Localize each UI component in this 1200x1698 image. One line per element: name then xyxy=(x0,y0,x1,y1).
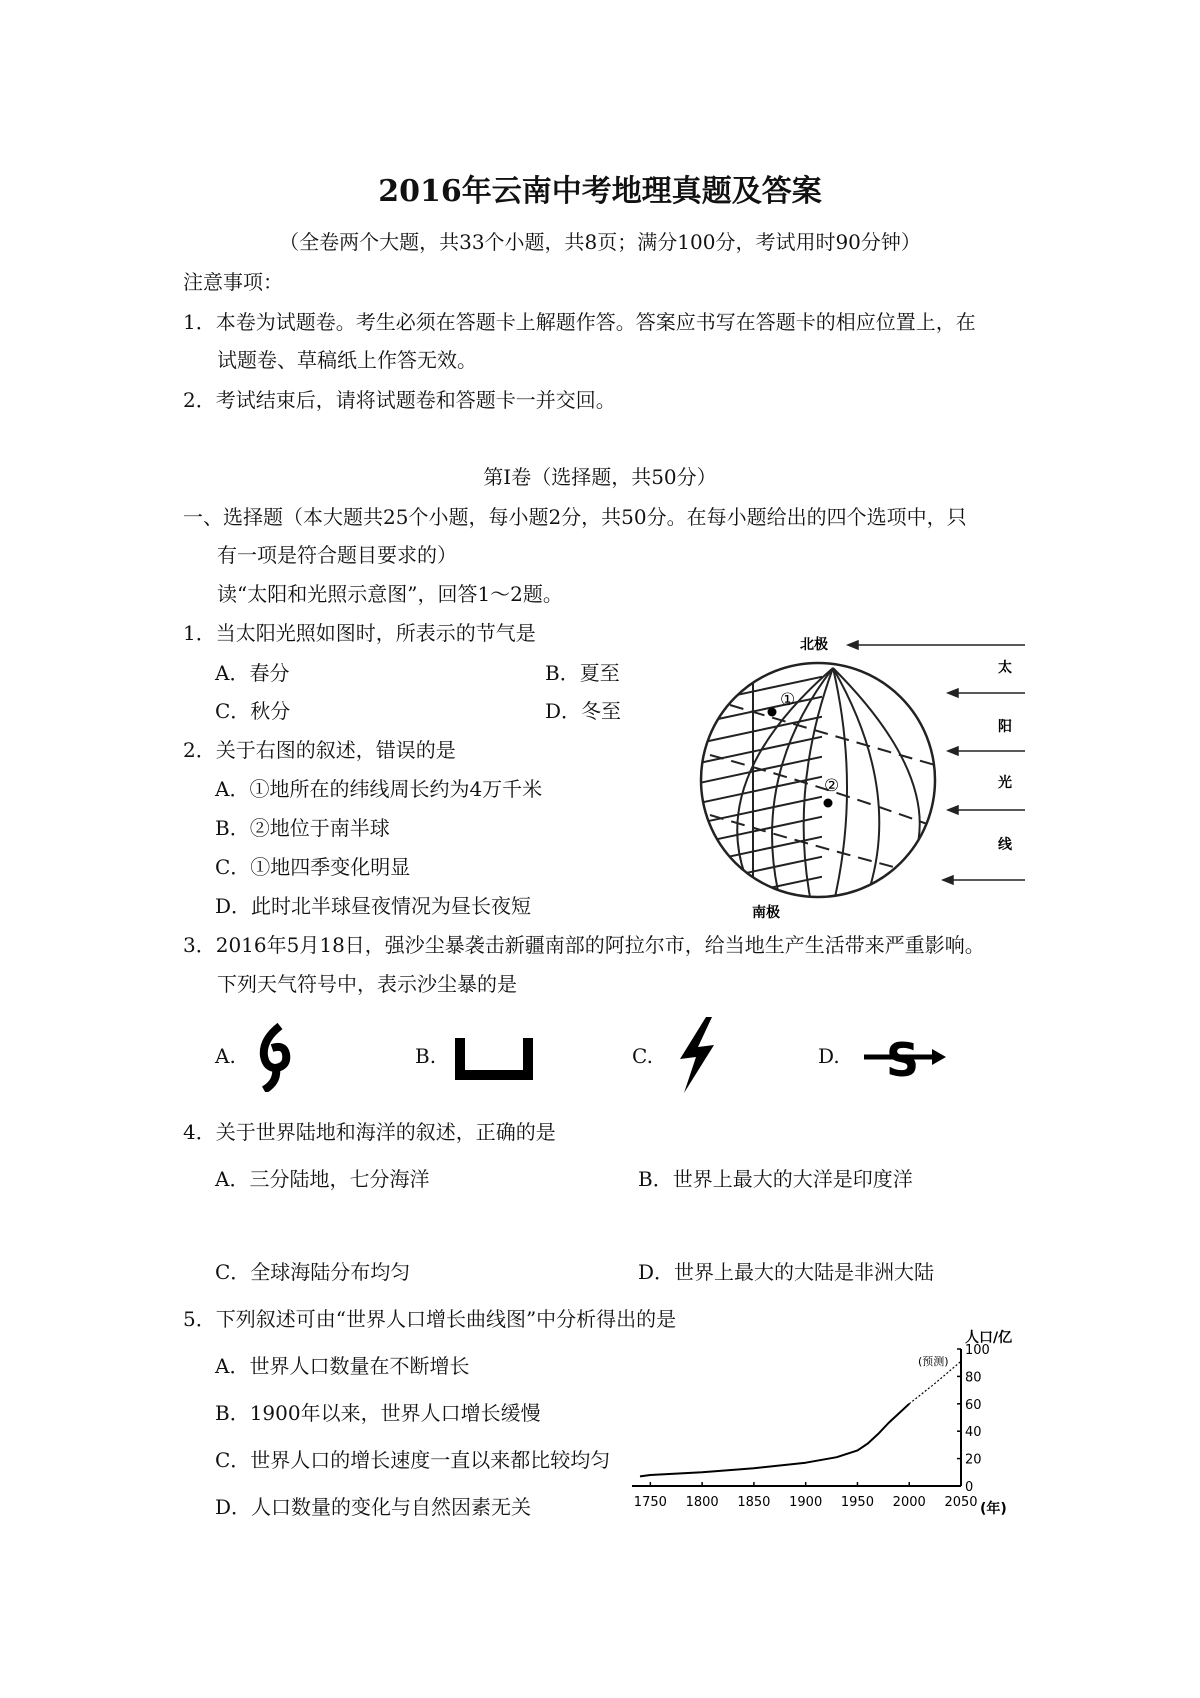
point-1-marker xyxy=(768,708,777,717)
svg-text:S: S xyxy=(886,1033,920,1082)
option: B．世界上最大的大洋是印度洋 xyxy=(638,1167,913,1191)
option: A．世界人口数量在不断增长 xyxy=(215,1354,470,1378)
north-pole-label: 北极 xyxy=(800,637,828,653)
notes-heading: 注意事项： xyxy=(183,270,283,294)
y-tick-label: 80 xyxy=(965,1370,982,1386)
question-stem: 下列天气符号中，表示沙尘暴的是 xyxy=(217,972,517,996)
y-tick-label: 40 xyxy=(965,1425,982,1441)
sunlight-char: 线 xyxy=(998,837,1012,853)
option: B. xyxy=(415,1044,437,1068)
option: B．1900年以来，世界人口增长缓慢 xyxy=(215,1401,541,1425)
question-stem: 5．下列叙述可由“世界人口增长曲线图”中分析得出的是 xyxy=(183,1307,677,1331)
read-note: 读“太阳和光照示意图”，回答1～2题。 xyxy=(217,582,563,606)
option: C．世界人口的增长速度一直以来都比较均匀 xyxy=(215,1448,611,1472)
x-tick-label: 1900 xyxy=(789,1495,823,1510)
sunlight-char: 光 xyxy=(998,775,1012,791)
y-tick-label: 0 xyxy=(965,1480,974,1495)
option: B．夏至 xyxy=(545,661,620,685)
option: D．世界上最大的大陆是非洲大陆 xyxy=(638,1260,935,1284)
question-stem: 3．2016年5月18日，强沙尘暴袭击新疆南部的阿拉尔市，给当地生产生活带来严重影响。 xyxy=(183,933,985,957)
dust-storm-symbol-icon xyxy=(455,1035,535,1080)
point-2-label: ② xyxy=(824,776,840,796)
page-title: 2016年云南中考地理真题及答案 xyxy=(378,174,822,209)
y-tick-label: 20 xyxy=(965,1452,982,1468)
x-tick-label: 1950 xyxy=(840,1495,874,1510)
typhoon-symbol-icon xyxy=(250,1022,300,1092)
question-stem: 1．当太阳光照如图时，所表示的节气是 xyxy=(183,621,536,645)
option: A．春分 xyxy=(215,661,290,685)
sunlight-char: 阳 xyxy=(998,719,1012,735)
x-tick-label: 1850 xyxy=(737,1495,771,1510)
note-item: 2．考试结束后，请将试题卷和答题卡一并交回。 xyxy=(183,388,616,412)
sunlight-char: 太 xyxy=(998,660,1012,676)
y-tick-label: 100 xyxy=(965,1343,990,1358)
note-item: 试题卷、草稿纸上作答无效。 xyxy=(217,348,477,372)
series-line-actual xyxy=(640,1404,909,1477)
forecast-annotation: (预测) xyxy=(918,1355,949,1368)
x-tick-label: 1750 xyxy=(633,1495,667,1510)
question-stem: 4．关于世界陆地和海洋的叙述，正确的是 xyxy=(183,1120,556,1144)
south-pole-label: 南极 xyxy=(752,905,780,921)
section-intro: 一、选择题（本大题共25个小题，每小题2分，共50分。在每小题给出的四个选项中，只 xyxy=(183,505,967,529)
option: C．秋分 xyxy=(215,699,291,723)
option: C．①地四季变化明显 xyxy=(215,855,411,879)
option: D. xyxy=(818,1044,840,1068)
point-2-marker xyxy=(824,799,833,808)
option: A. xyxy=(215,1044,236,1068)
option: B．②地位于南半球 xyxy=(215,816,390,840)
option: D．人口数量的变化与自然因素无关 xyxy=(215,1495,532,1519)
exam-subtitle: （全卷两个大题，共33个小题，共8页；满分100分，考试用时90分钟） xyxy=(279,230,921,254)
option: A．三分陆地，七分海洋 xyxy=(215,1167,430,1191)
sunlight-globe-figure xyxy=(690,625,1040,925)
note-item: 1．本卷为试题卷。考生必须在答题卡上解题作答。答案应书写在答题卡的相应位置上，在 xyxy=(183,310,976,334)
x-tick-label: 1800 xyxy=(685,1495,719,1510)
y-tick-label: 60 xyxy=(965,1397,982,1413)
option: A．①地所在的纬线周长约为4万千米 xyxy=(215,777,543,801)
option: D．此时北半球昼夜情况为昼长夜短 xyxy=(215,894,532,918)
option: C．全球海陆分布均匀 xyxy=(215,1260,411,1284)
point-1-label: ① xyxy=(780,690,796,710)
x-tick-label: 2000 xyxy=(892,1495,926,1510)
lightning-symbol-icon xyxy=(672,1015,722,1095)
y-axis-label: 人口/亿 xyxy=(965,1330,1013,1346)
sandstorm-symbol-icon xyxy=(862,1032,947,1082)
section-intro: 有一项是符合题目要求的） xyxy=(217,543,457,567)
x-axis-label: (年) xyxy=(980,1501,1007,1517)
section-heading: 第Ⅰ卷（选择题，共50分） xyxy=(483,465,717,489)
population-growth-chart xyxy=(630,1320,1050,1520)
question-stem: 2．关于右图的叙述，错误的是 xyxy=(183,738,456,762)
option: D．冬至 xyxy=(545,699,622,723)
option: C. xyxy=(632,1044,653,1068)
x-tick-label: 2050 xyxy=(944,1495,978,1510)
